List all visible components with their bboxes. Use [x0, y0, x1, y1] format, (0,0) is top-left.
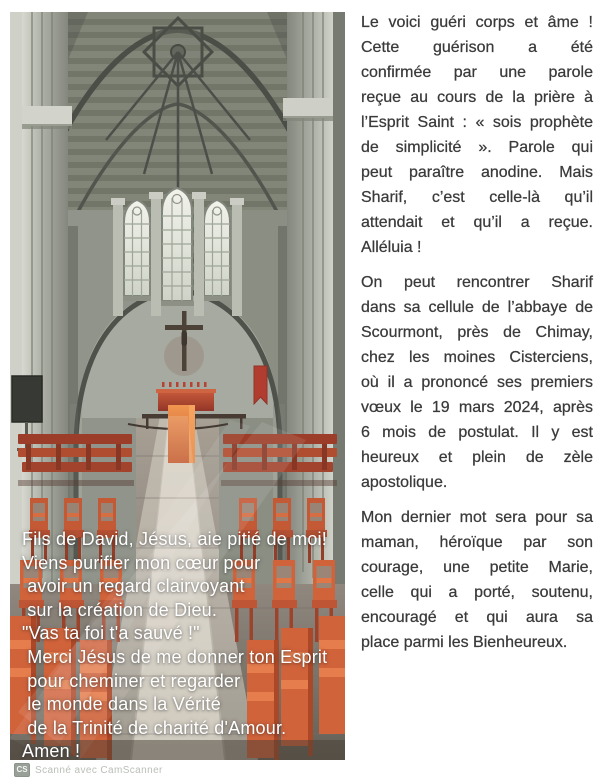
- watermark-text: Scanné avec CamScanner: [35, 764, 163, 776]
- overlay-text-line: avoir un regard clairvoyant: [22, 576, 245, 597]
- text-line: Mon dernier mot sera pour sa: [361, 509, 593, 526]
- camscanner-watermark: [14, 763, 163, 777]
- overlay-text-line: le monde dans la Vérité: [22, 694, 221, 715]
- text-line: chez les moines Cisterciens,: [361, 349, 593, 366]
- text-line: reçue au cours de la prière à: [361, 89, 593, 106]
- text-line: encouragé et qui aura sa: [361, 609, 593, 626]
- text-line: Cette guérison a été: [361, 39, 593, 56]
- church-photo: [10, 12, 345, 760]
- text-line: peut paraître anodine. Mais: [361, 164, 593, 181]
- photo-overlay-prayer: [22, 528, 342, 760]
- text-line: attendait et qu’il a reçue.: [361, 214, 593, 231]
- text-line: Scourmont, près de Chimay,: [361, 324, 593, 341]
- overlay-text-line: Fils de David, Jésus, aie pitié de moi!: [22, 529, 327, 549]
- camscanner-cs-icon: CS: [14, 763, 30, 777]
- text-line: confirmée par une parole: [361, 64, 593, 81]
- overlay-text-line: pour cheminer et regarder: [22, 670, 241, 691]
- text-line: place parmi les Bienheureux.: [361, 634, 568, 651]
- text-line: l’Esprit Saint : « sois prophète: [361, 114, 593, 131]
- overlay-text-line: Amen !: [22, 741, 81, 760]
- text-line: où il a prononcé ses premiers: [361, 374, 593, 391]
- paragraph: [361, 10, 593, 260]
- text-line: heureux et plein de zèle: [361, 449, 593, 466]
- text-line: maman, héroïque par son: [361, 534, 593, 551]
- paragraph: [361, 270, 593, 495]
- overlay-text-line: Viens purifier mon cœur pour: [22, 552, 261, 573]
- overlay-text-line: de la Trinité de charité d'Amour.: [22, 717, 287, 738]
- text-line: celle qui a porté, soutenu,: [361, 584, 593, 601]
- text-line: Le voici guéri corps et âme !: [361, 14, 593, 31]
- text-line: apostolique.: [361, 474, 448, 491]
- overlay-text-line: sur la création de Dieu.: [22, 599, 218, 620]
- overlay-text-line: "Vas ta foi t'a sauvé !": [22, 623, 200, 644]
- text-line: courage, une petite Marie,: [361, 559, 593, 576]
- paragraph: [361, 505, 593, 655]
- text-line: 6 mois de postulat. Il y est: [361, 424, 593, 441]
- text-line: de simplicité ». Parole qui: [361, 139, 593, 156]
- text-line: On peut rencontrer Sharif: [361, 274, 593, 291]
- text-line: Alléluia !: [361, 239, 422, 256]
- text-line: vœux le 19 mars 2024, après: [361, 399, 593, 416]
- article-column: [361, 10, 593, 665]
- text-line: Sharif, c’est celle-là qu’il: [361, 189, 593, 206]
- overlay-text-line: Merci Jésus de me donner ton Esprit: [22, 646, 328, 667]
- text-line: dans sa cellule de l’abbaye de: [361, 299, 593, 316]
